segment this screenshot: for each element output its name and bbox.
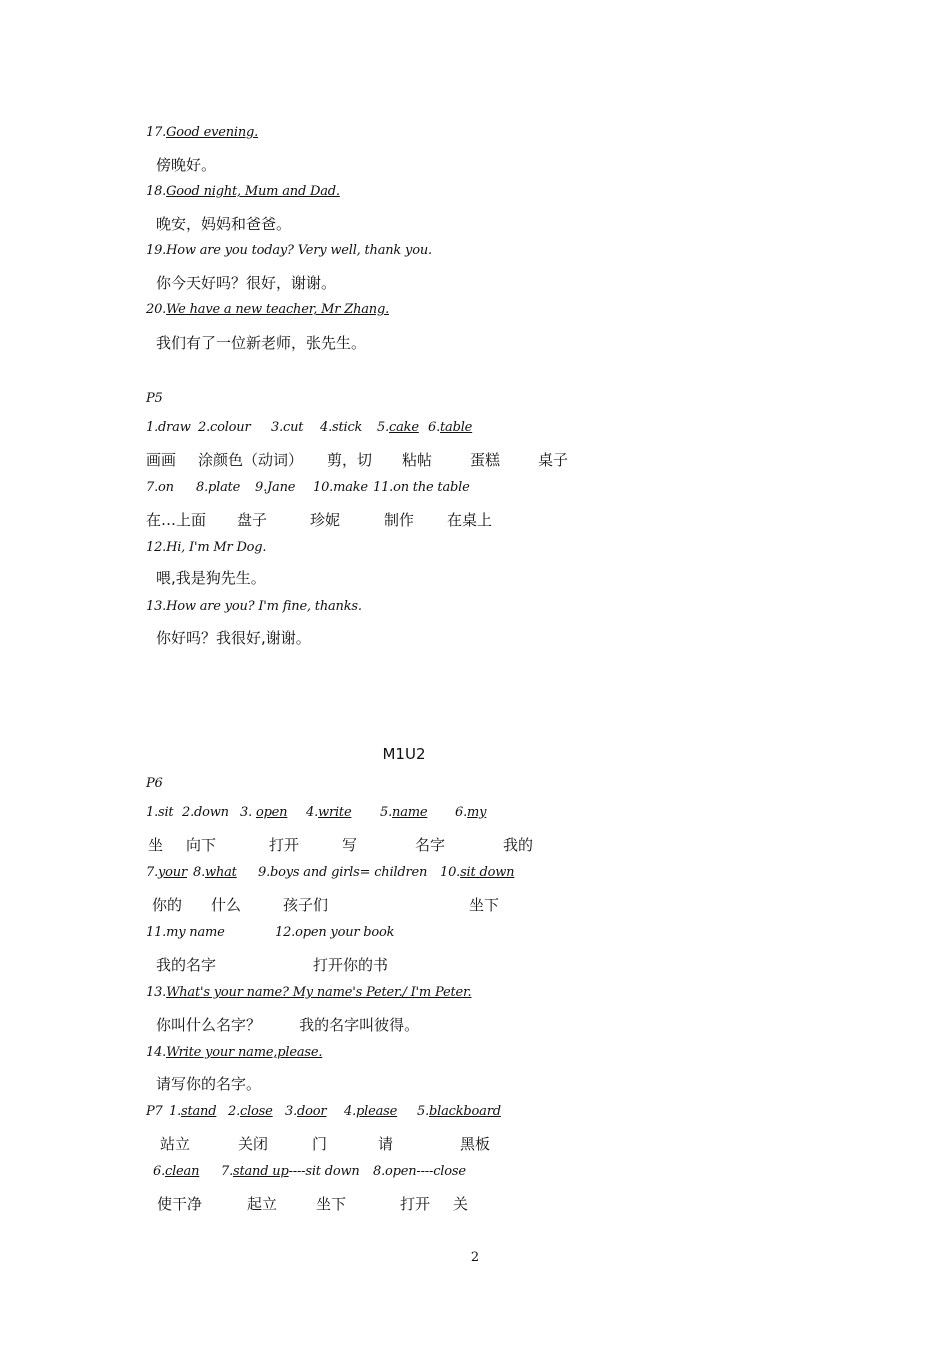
vocab-word: 5.name (380, 805, 428, 820)
vocab-word: 2.colour (198, 420, 251, 435)
page-number: 2 (470, 1250, 480, 1265)
vocab-word: 3.cut (271, 420, 304, 435)
vocab-meaning: 画画 (146, 451, 177, 469)
translation-13b: 你叫什么名字？ 我的名字叫彼得。 (156, 1016, 420, 1034)
vocab-meaning: 我的 (503, 836, 534, 854)
vocab-meaning: 使干净 (157, 1195, 203, 1213)
vocab-word: 6.clean (153, 1164, 200, 1179)
sentence-text: We have a new teacher, Mr Zhang. (166, 302, 390, 317)
sentence-14 (146, 1045, 322, 1060)
vocab-meaning: 关闭 (238, 1135, 269, 1153)
sentence-number: 19. (146, 243, 167, 258)
translation-17: 傍晚好。 (156, 156, 217, 174)
sentence-17 (146, 125, 258, 140)
vocab-meaning: 粘帖 (402, 451, 433, 469)
vocab-word: 4.write (306, 805, 352, 820)
vocab-meaning: 坐 (148, 836, 164, 854)
translation-12: 喂,我是狗先生。 (156, 569, 266, 587)
vocab-meaning: 站立 (160, 1135, 191, 1153)
vocab-meaning: 请 (378, 1135, 394, 1153)
vocab-word: 11.on the table (373, 480, 470, 495)
vocab-word: 10.sit down (440, 865, 515, 880)
sentence-13: 13.How are you? I'm fine, thanks. (146, 599, 362, 614)
vocab-word: 4.stick (320, 420, 363, 435)
sentence-19 (146, 243, 432, 258)
vocab-word: 1.sit (146, 805, 174, 820)
vocab-word: 2.close (228, 1104, 273, 1119)
vocab-word: 9.Jane (255, 480, 296, 495)
vocab-meaning: 盘子 (237, 511, 268, 529)
vocab-word: 12.open your book (275, 925, 395, 940)
vocab-word: 7.on (146, 480, 174, 495)
sentence-number: 20. (146, 302, 167, 317)
section-label-p7: P7 (146, 1104, 163, 1119)
unit-heading: M1U2 (382, 745, 426, 763)
section-label-p6: P6 (146, 776, 163, 791)
vocab-meaning: 门 (312, 1135, 328, 1153)
translation-18: 晚安，妈妈和爸爸。 (156, 215, 292, 233)
vocab-word: 10.make (313, 480, 368, 495)
sentence-number: 14. (146, 1045, 167, 1060)
vocab-meaning: 涂颜色（动词） (198, 451, 304, 469)
vocab-meaning: 我的名字 (156, 956, 217, 974)
vocab-meaning: 打开 (269, 836, 300, 854)
vocab-meaning: 制作 (384, 511, 415, 529)
vocab-meaning: 起立 (247, 1195, 278, 1213)
sentence-number: 18. (146, 184, 167, 199)
section-label-p5: P5 (146, 391, 163, 406)
vocab-meaning: 打开你的书 (313, 956, 389, 974)
vocab-word: 2.down (182, 805, 229, 820)
vocab-meaning: 关 (453, 1195, 469, 1213)
sentence-text: Write your name,please. (166, 1045, 323, 1060)
vocab-meaning: 在…上面 (146, 511, 207, 529)
vocab-word: 8.open----close (373, 1164, 466, 1179)
translation-14: 请写你的名字。 (156, 1075, 262, 1093)
vocab-meaning: 打开 (400, 1195, 431, 1213)
sentence-text: What's your name? My name's Peter./ I'm Peter. (166, 985, 472, 1000)
vocab-meaning: 蛋糕 (470, 451, 501, 469)
translation-13: 你好吗？我很好,谢谢。 (156, 629, 311, 647)
sentence-20 (146, 302, 389, 317)
vocab-word: 7.your (146, 865, 187, 880)
vocab-meaning: 什么 (211, 896, 242, 914)
vocab-meaning: 在桌上 (447, 511, 493, 529)
vocab-word: 8.plate (196, 480, 241, 495)
sentence-12: 12.Hi, I'm Mr Dog. (146, 540, 267, 555)
vocab-meaning: 黑板 (460, 1135, 491, 1153)
vocab-meaning: 名字 (415, 836, 446, 854)
vocab-word: 6.table (428, 420, 473, 435)
vocab-meaning: 向下 (186, 836, 217, 854)
vocab-word: 1.draw (146, 420, 191, 435)
vocab-word: 1.stand (169, 1104, 217, 1119)
vocab-word: 3. open (240, 805, 288, 820)
vocab-meaning: 珍妮 (310, 511, 341, 529)
sentence-text: Good night, Mum and Dad. (166, 184, 340, 199)
vocab-word: 6.my (455, 805, 487, 820)
vocab-meaning: 孩子们 (283, 896, 329, 914)
vocab-word: 4.please (344, 1104, 398, 1119)
sentence-text: How are you today? Very well, thank you. (166, 243, 432, 258)
vocab-meaning: 写 (342, 836, 358, 854)
sentence-18 (146, 184, 340, 199)
vocab-meaning: 坐下 (316, 1195, 347, 1213)
vocab-word: 9.boys and girls= children (258, 865, 428, 880)
sentence-number: 13. (146, 985, 167, 1000)
vocab-word: 7.stand up----sit down (221, 1164, 360, 1179)
translation-19: 你今天好吗？很好，谢谢。 (156, 274, 337, 292)
vocab-word: 3.door (285, 1104, 327, 1119)
vocab-meaning: 桌子 (538, 451, 569, 469)
sentence-number: 17. (146, 125, 167, 140)
vocab-meaning: 坐下 (469, 896, 500, 914)
translation-20: 我们有了一位新老师，张先生。 (156, 334, 367, 352)
vocab-word: 5.cake (377, 420, 419, 435)
vocab-meaning: 剪，切 (327, 451, 373, 469)
vocab-word: 8.what (193, 865, 237, 880)
vocab-word: 5.blackboard (417, 1104, 501, 1119)
vocab-meaning: 你的 (152, 896, 183, 914)
vocab-word: 11.my name (146, 925, 225, 940)
sentence-text: Good evening. (166, 125, 259, 140)
sentence-13b (146, 985, 471, 1000)
